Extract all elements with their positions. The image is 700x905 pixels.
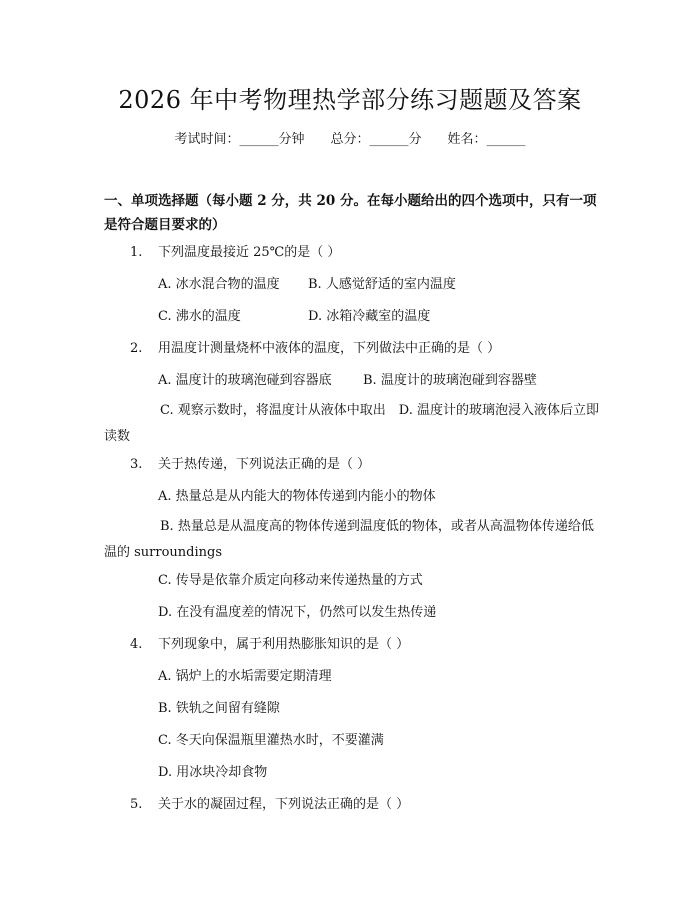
- total-score-field: 总分：______分: [330, 132, 422, 147]
- option-b: B. 铁轨之间留有缝隙: [158, 701, 280, 716]
- question-1: [130, 241, 340, 265]
- question-5: [130, 793, 409, 817]
- exam-time-field: 考试时间：______分钟: [174, 132, 305, 147]
- exam-info: [0, 130, 700, 150]
- option-row: [158, 305, 430, 329]
- question-text: 用温度计测量烧杯中液体的温度，下列做法中正确的是（ ）: [158, 341, 501, 356]
- question-4: [130, 633, 409, 657]
- question-2: [130, 337, 500, 361]
- question-text: 关于水的凝固过程，下列说法正确的是（ ）: [158, 797, 410, 812]
- question-number: 4.: [130, 637, 143, 652]
- option-c: C. 传导是依靠介质定向移动来传递热量的方式: [158, 573, 423, 588]
- option-b: B. 热量总是从温度高的物体传递到温度低的物体，或者从高温物体传递给低温的 surroundings: [104, 519, 594, 560]
- section-heading: 一、单项选择题（每小题 2 分，共 20 分。在每小题给出的四个选项中，只有一项是符合题目要求的）: [104, 193, 597, 233]
- question-text: 关于热传递，下列说法正确的是（ ）: [158, 457, 371, 472]
- option-a: A. 温度计的玻璃泡碰到容器底: [158, 373, 332, 388]
- option-a: A. 冰水混合物的温度: [158, 277, 280, 292]
- question-text: 下列现象中，属于利用热膨胀知识的是（ ）: [158, 637, 410, 652]
- option-c-d: C. 观察示数时，将温度计从液体中取出 D. 温度计的玻璃泡浸入液体后立即读数: [104, 403, 599, 444]
- student-name-field: 姓名：______: [447, 132, 526, 147]
- question-number: 1.: [130, 245, 143, 260]
- question-text: 下列温度最接近 25℃的是（ ）: [158, 245, 341, 260]
- question-3: [130, 453, 370, 477]
- option-c: C. 冬天向保温瓶里灌热水时，不要灌满: [158, 733, 384, 748]
- question-number: 3.: [130, 457, 143, 472]
- option-row: [158, 369, 537, 393]
- option-d: D. 冰箱冷藏室的温度: [308, 309, 431, 324]
- question-number: 5.: [130, 797, 143, 812]
- document-title: 2026 年中考物理热学部分练习题题及答案: [118, 86, 582, 114]
- option-a: A. 锅炉上的水垢需要定期清理: [158, 669, 332, 684]
- option-b: B. 人感觉舒适的室内温度: [308, 277, 456, 292]
- option-c: C. 沸水的温度: [158, 309, 241, 324]
- question-number: 2.: [130, 341, 143, 356]
- option-a: A. 热量总是从内能大的物体传递到内能小的物体: [158, 489, 436, 504]
- option-row: [158, 273, 456, 297]
- option-d: D. 在没有温度差的情况下，仍然可以发生热传递: [158, 605, 437, 620]
- option-d: D. 用冰块冷却食物: [158, 765, 268, 780]
- option-b: B. 温度计的玻璃泡碰到容器壁: [363, 373, 537, 388]
